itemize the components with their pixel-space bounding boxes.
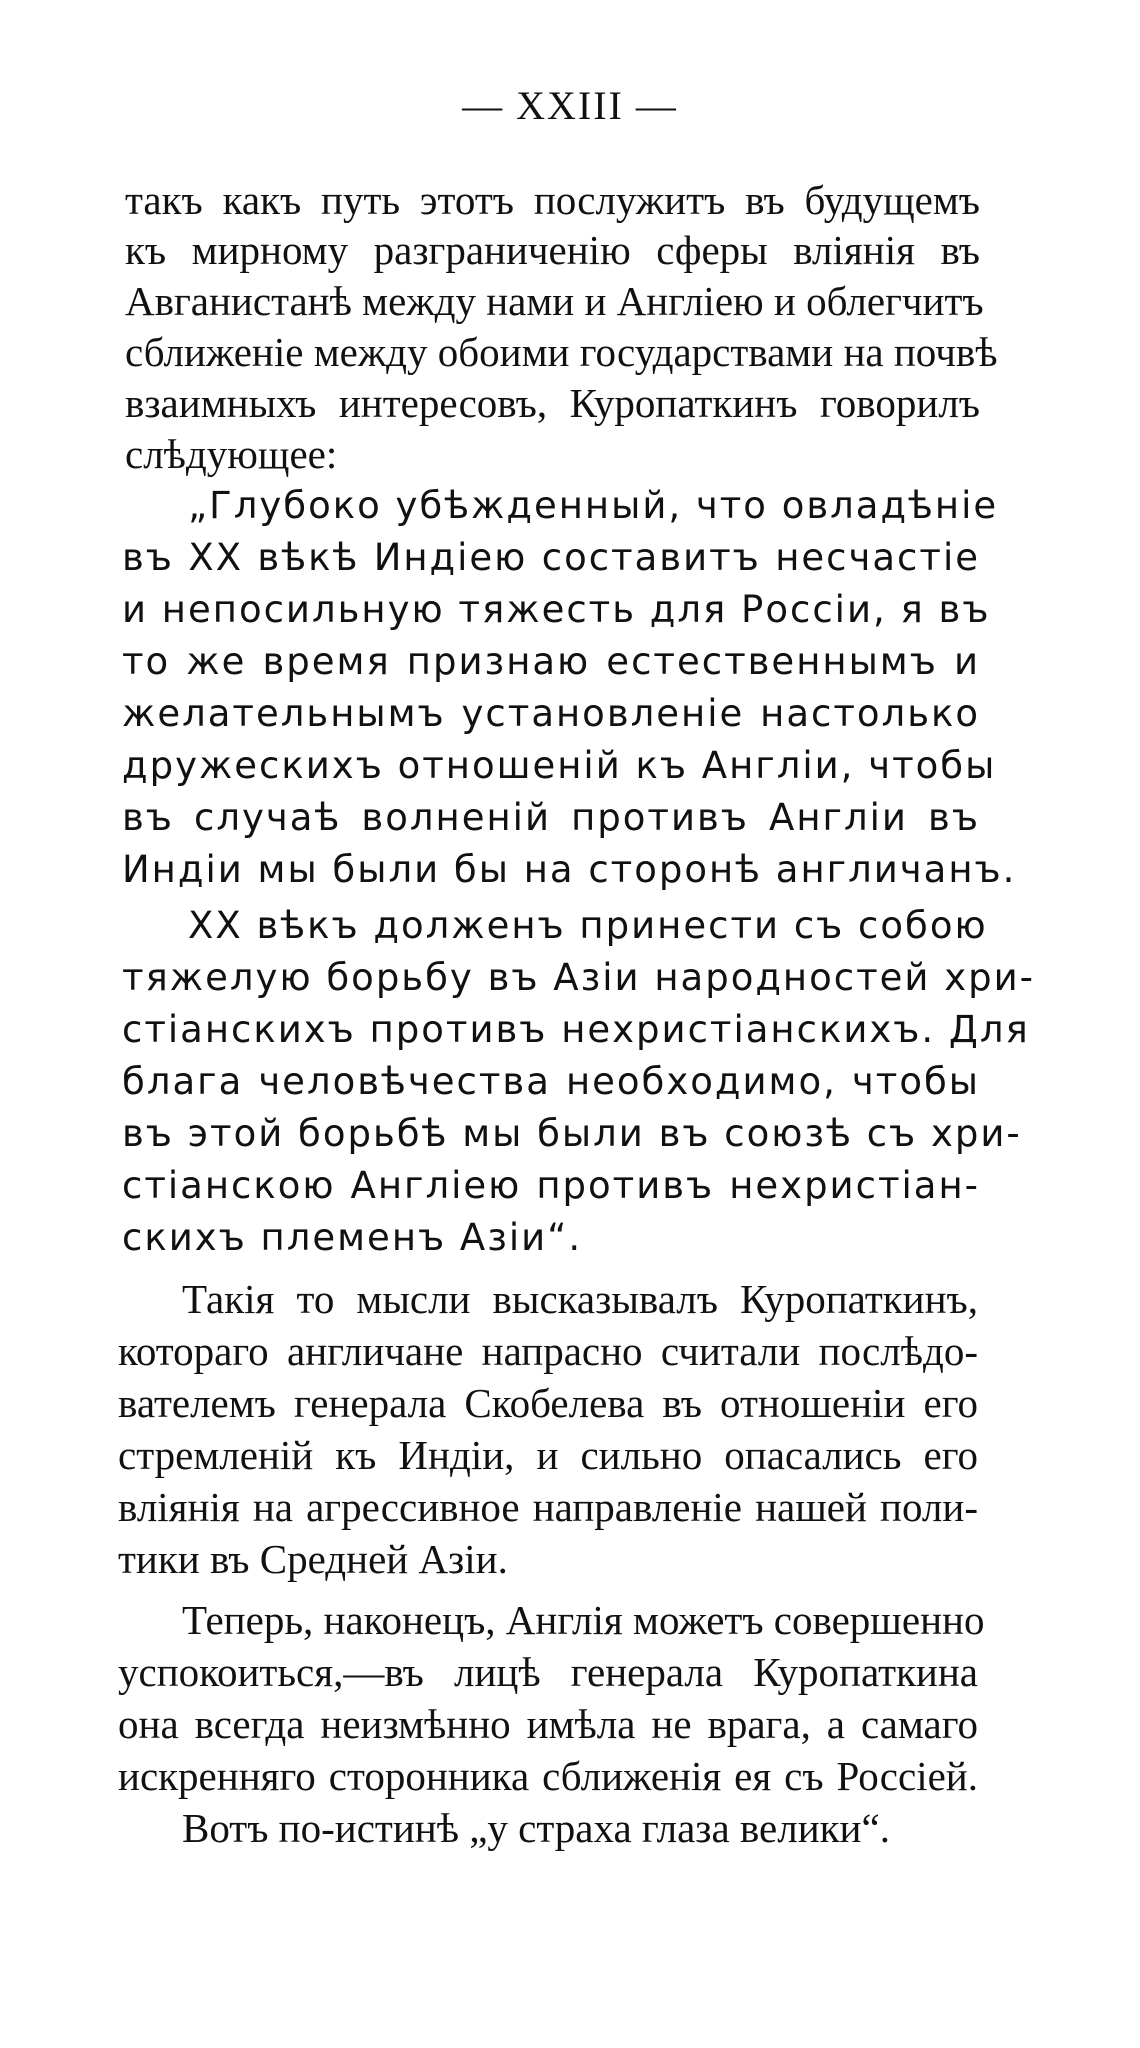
- quote-line: дружескихъ отношеній къ Англіи, чтобы: [122, 744, 997, 787]
- text-line: къ мирному разграниченію сферы вліянія въ: [125, 227, 980, 273]
- quote-line: и непосильную тяжесть для Россіи, я въ: [122, 588, 991, 631]
- text-line: Такія то мысли высказывалъ Куропаткинъ,: [182, 1276, 978, 1322]
- text-line: успокоиться,—въ лицѣ генерала Куропаткина: [118, 1649, 978, 1695]
- text-line: слѣдующее:: [125, 431, 338, 477]
- quote-line: Индіи мы были бы на сторонѣ англичанъ.: [122, 848, 1017, 891]
- quote-line: „Глубоко убѣжденный, что овладѣніе: [188, 484, 999, 527]
- quote-line: тяжелую борьбу въ Азіи народностей хри-: [122, 956, 1036, 999]
- quote-line: въ случаѣ волненій противъ Англіи въ: [122, 796, 980, 839]
- text-line: стремленій къ Индіи, и сильно опасались его: [118, 1432, 978, 1478]
- quote-line: ХХ вѣкъ долженъ принести съ собою: [188, 904, 988, 947]
- page-number: — XXIII —: [462, 83, 678, 128]
- text-line: вліянія на агрессивное направленіе нашей поли-: [118, 1484, 978, 1530]
- text-line: вателемъ генерала Скобелева въ отношеніи его: [118, 1380, 978, 1426]
- quote-line: желательнымъ установленіе настолько: [122, 692, 980, 735]
- text-line: взаимныхъ интересовъ, Куропаткинъ говорилъ: [125, 380, 980, 426]
- quote-line: стіанскою Англіею противъ нехристіан-: [122, 1164, 980, 1207]
- quote-line: то же время признаю естественнымъ и: [122, 640, 980, 683]
- text-line: она всегда неизмѣнно имѣла не врага, а самаго: [118, 1701, 978, 1747]
- text-line: сближеніе между обоими государствами на почвѣ: [125, 329, 998, 375]
- quote-line: стіанскихъ противъ нехристіанскихъ. Для: [122, 1008, 1030, 1051]
- text-line: Теперь, наконецъ, Англія можетъ совершенно: [182, 1597, 985, 1643]
- text-line: котораго англичане напрасно считали послѣдо-: [118, 1328, 978, 1374]
- text-line: такъ какъ путь этотъ послужитъ въ будущемъ: [125, 177, 980, 223]
- quote-line: въ этой борьбѣ мы были въ союзѣ съ хри-: [122, 1112, 1022, 1155]
- quote-line: блага человѣчества необходимо, чтобы: [122, 1060, 980, 1103]
- text-line: искренняго сторонника сближенія ея съ Россіей.: [118, 1753, 978, 1799]
- text-line: Вотъ по-истинѣ „у страха глаза велики“.: [182, 1805, 890, 1851]
- text-line: тики въ Средней Азіи.: [118, 1536, 508, 1582]
- text-line: Авганистанѣ между нами и Англіею и облегчитъ: [125, 278, 984, 324]
- quote-line: въ ХХ вѣкѣ Индіею составитъ несчастіе: [122, 536, 980, 579]
- quote-line: скихъ племенъ Азіи“.: [122, 1216, 583, 1259]
